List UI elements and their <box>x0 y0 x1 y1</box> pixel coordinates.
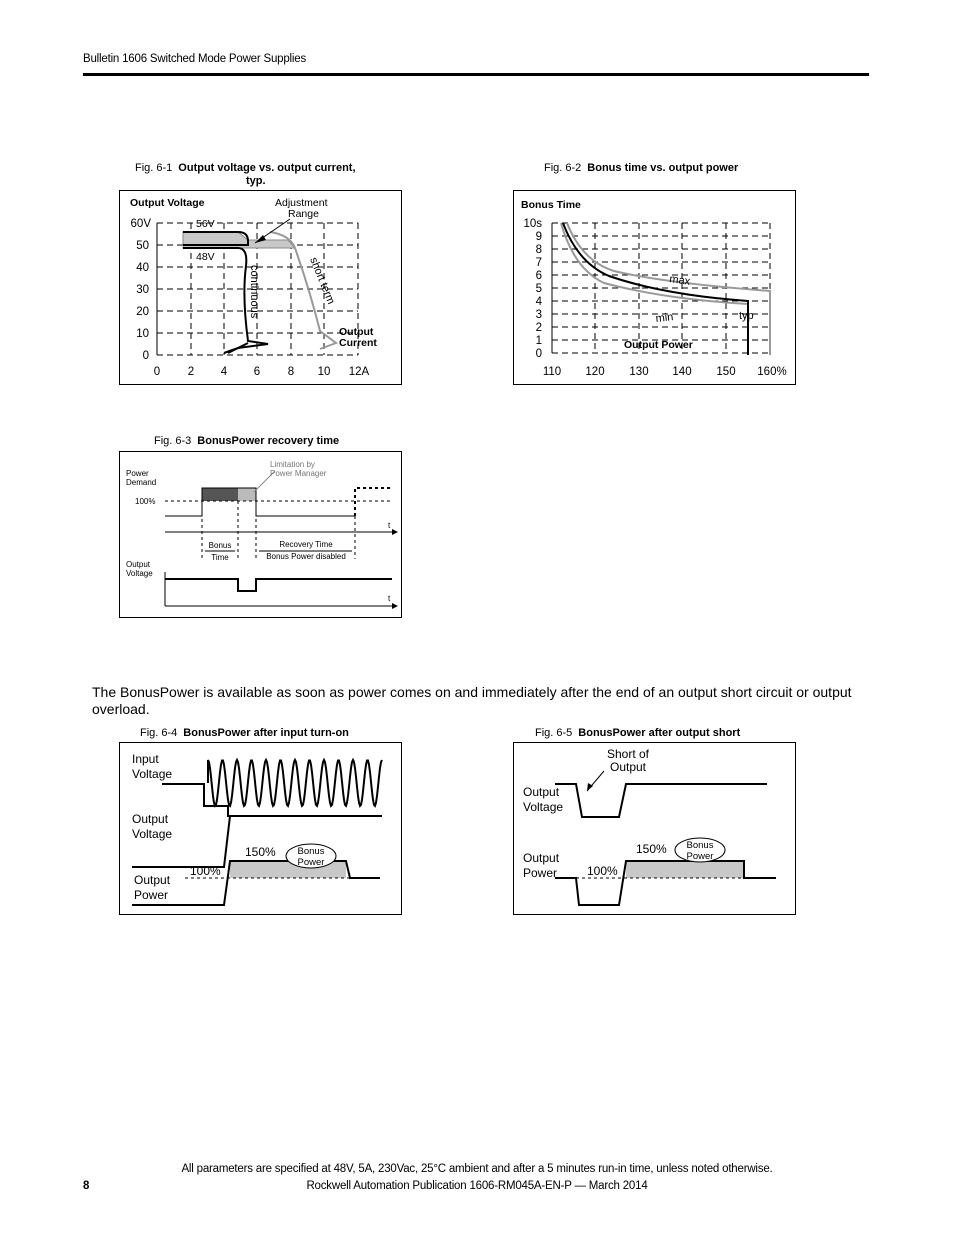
fig2-x-tick: 160% <box>757 366 787 378</box>
fig3-voltage-curve <box>165 579 392 591</box>
fig1-x-title-1: Output <box>339 326 374 338</box>
fig4-title: BonusPower after input turn-on <box>183 727 349 739</box>
fig1-x-tick: 12A <box>348 366 370 378</box>
fig1-y-ticks <box>131 218 152 362</box>
fig3-bonus-label-1: Bonus <box>208 541 232 550</box>
fig2-x-title: Output Power <box>624 339 693 351</box>
fig5-number: Fig. 6-5 <box>535 727 573 739</box>
fig3-t-label-2: t <box>388 594 391 603</box>
fig1-x-tick: 8 <box>287 366 295 378</box>
fig3-recovery-label-1: Recovery Time <box>279 540 333 549</box>
fig5-short-1: Short of <box>606 747 650 761</box>
fig3-limitation-1: Limitation by <box>270 460 315 469</box>
fig3-bonus-block <box>202 488 238 501</box>
fig2-max-label: max <box>668 273 691 288</box>
fig5-power-2: Power <box>523 866 558 880</box>
fig4-bonus-2: Power <box>297 857 325 868</box>
fig4-diagram-box <box>119 742 402 915</box>
fig2-y-tick: 4 <box>535 296 542 308</box>
fig4-150pct: 150% <box>245 845 276 859</box>
fig3-limitation-2: Power Manager <box>270 469 327 478</box>
fig3-bonus-label-2: Time <box>211 553 229 562</box>
fig5-caption <box>535 727 740 739</box>
fig3-100pct-label: 100% <box>135 497 156 506</box>
fig4-power-1: Output <box>134 873 171 887</box>
fig3-number: Fig. 6-3 <box>154 435 192 447</box>
fig3-recovery-label-2: Bonus Power disabled <box>266 552 346 561</box>
fig2-typ-curve <box>563 223 748 355</box>
fig2-caption <box>544 162 738 174</box>
fig1-adjust-label-1: Adjustment <box>275 197 328 209</box>
fig3-time-arrow-1 <box>392 529 398 535</box>
fig4-number: Fig. 6-4 <box>140 727 178 739</box>
fig4-diagram <box>120 743 401 914</box>
fig1-x-tick: 2 <box>187 366 195 378</box>
fig2-y-tick: 3 <box>535 309 542 321</box>
fig5-output-2: Voltage <box>523 800 564 814</box>
footer-note: All parameters are specified at 48V, 5A, 230Vac, 25°C ambient and after a 5 minutes run-in time, unless noted otherwise. <box>181 1163 773 1175</box>
running-header: Bulletin 1606 Switched Mode Power Supplies <box>83 53 307 65</box>
fig3-demand-dashed <box>355 488 392 516</box>
fig1-adjust-label-2: Range <box>288 208 319 220</box>
fig4-input-sine <box>208 760 382 806</box>
fig2-x-tick: 110 <box>542 366 562 378</box>
fig3-power-demand-2: Demand <box>126 478 157 487</box>
fig2-y-tick: 9 <box>535 231 542 243</box>
fig1-56v-label: 56V <box>196 218 215 230</box>
fig5-100pct: 100% <box>587 864 618 878</box>
fig2-y-tick: 6 <box>535 270 542 282</box>
fig1-x-tick: 4 <box>220 366 228 378</box>
fig5-output-1: Output <box>523 785 560 799</box>
fig2-y-tick: 5 <box>535 283 542 295</box>
fig2-number: Fig. 6-2 <box>544 162 582 174</box>
fig2-title: Bonus time vs. output power <box>587 162 739 174</box>
fig2-y-title: Bonus Time <box>521 199 581 211</box>
fig2-y-tick: 2 <box>535 322 542 334</box>
fig5-title: BonusPower after output short <box>578 727 741 739</box>
fig1-y-tick: 40 <box>136 262 149 274</box>
fig2-x-tick: 120 <box>585 366 605 378</box>
fig1-y-title: Output Voltage <box>130 197 205 209</box>
fig5-diagram-box <box>513 742 796 915</box>
fig4-100pct: 100% <box>190 864 221 878</box>
fig2-chart <box>514 191 795 384</box>
fig3-time-arrow-2 <box>392 603 398 609</box>
fig2-chart-box <box>513 190 796 385</box>
fig2-typ-label: typ <box>739 310 754 322</box>
fig1-x-ticks <box>154 366 370 378</box>
fig5-bonus-area <box>626 861 744 878</box>
fig2-y-tick: 10s <box>523 218 542 230</box>
fig3-timing-box <box>119 451 402 618</box>
fig4-input-2: Voltage <box>132 767 173 781</box>
fig1-y-tick: 20 <box>136 306 149 318</box>
fig4-output-voltage <box>132 816 382 867</box>
page-number: 8 <box>83 1180 90 1192</box>
fig5-diagram <box>514 743 795 914</box>
fig1-caption <box>135 162 356 174</box>
fig3-output-voltage-2: Voltage <box>126 569 153 578</box>
fig1-48v-label: 48V <box>196 251 215 263</box>
fig4-output-1: Output <box>132 812 169 826</box>
fig3-diagram <box>120 452 401 617</box>
fig2-y-tick: 7 <box>535 257 542 269</box>
fig2-x-tick: 130 <box>629 366 649 378</box>
fig2-y-tick: 0 <box>535 348 542 360</box>
fig4-caption <box>140 727 349 739</box>
fig1-continuous-label: continuous <box>248 265 260 319</box>
fig2-x-tick: 140 <box>672 366 692 378</box>
fig1-title-line2: typ. <box>246 175 266 187</box>
fig5-short-2: Output <box>609 760 647 774</box>
fig5-output-voltage <box>555 784 767 817</box>
fig1-x-tick: 0 <box>153 366 161 378</box>
fig2-x-ticks <box>543 366 787 378</box>
fig4-bonus-1: Bonus <box>297 846 325 857</box>
fig1-chart <box>120 191 401 384</box>
fig1-title: Output voltage vs. output current, <box>178 162 356 174</box>
fig3-t-label-1: t <box>388 521 391 530</box>
fig2-max-curve <box>567 223 770 355</box>
fig5-bonus-1: Bonus <box>686 840 714 851</box>
fig4-input-1: Input <box>132 752 159 766</box>
fig5-short-arrowhead <box>587 783 593 791</box>
fig3-power-demand-1: Power <box>126 469 149 478</box>
fig1-y-tick: 50 <box>136 240 149 252</box>
body-paragraph: The BonusPower is available as soon as power comes on and immediately after the end of an output short circuit or output overload. <box>92 684 852 717</box>
fig3-markers <box>202 501 355 559</box>
fig1-chart-box <box>119 190 402 385</box>
footer-publication: Rockwell Automation Publication 1606-RM045A-EN-P — March 2014 <box>306 1180 648 1192</box>
fig3-demand-curve <box>165 488 355 516</box>
fig2-y-ticks <box>523 218 542 360</box>
fig2-x-tick: 150 <box>716 366 736 378</box>
fig1-y-tick: 0 <box>142 350 149 362</box>
fig3-limit-block <box>238 488 256 501</box>
fig1-y-tick: 30 <box>136 284 149 296</box>
fig1-number: Fig. 6-1 <box>135 162 173 174</box>
header-rule <box>83 73 869 76</box>
fig1-y-tick: 60V <box>130 218 151 230</box>
fig4-power-2: Power <box>134 888 169 902</box>
fig1-x-tick: 6 <box>253 366 261 378</box>
fig1-x-tick: 10 <box>317 366 331 378</box>
fig1-x-title-2: Current <box>339 337 377 349</box>
fig2-y-tick: 1 <box>535 335 542 347</box>
fig1-shortterm-label: short term <box>307 255 337 307</box>
fig2-min-label: min <box>655 311 674 325</box>
fig5-power-1: Output <box>523 851 560 865</box>
fig1-y-tick: 10 <box>136 328 149 340</box>
fig5-150pct: 150% <box>636 842 667 856</box>
fig5-bonus-2: Power <box>686 851 714 862</box>
fig3-caption <box>154 435 339 447</box>
fig2-y-tick: 8 <box>535 244 542 256</box>
fig3-output-voltage-1: Output <box>126 560 151 569</box>
fig3-title: BonusPower recovery time <box>197 435 340 447</box>
fig4-output-2: Voltage <box>132 827 173 841</box>
